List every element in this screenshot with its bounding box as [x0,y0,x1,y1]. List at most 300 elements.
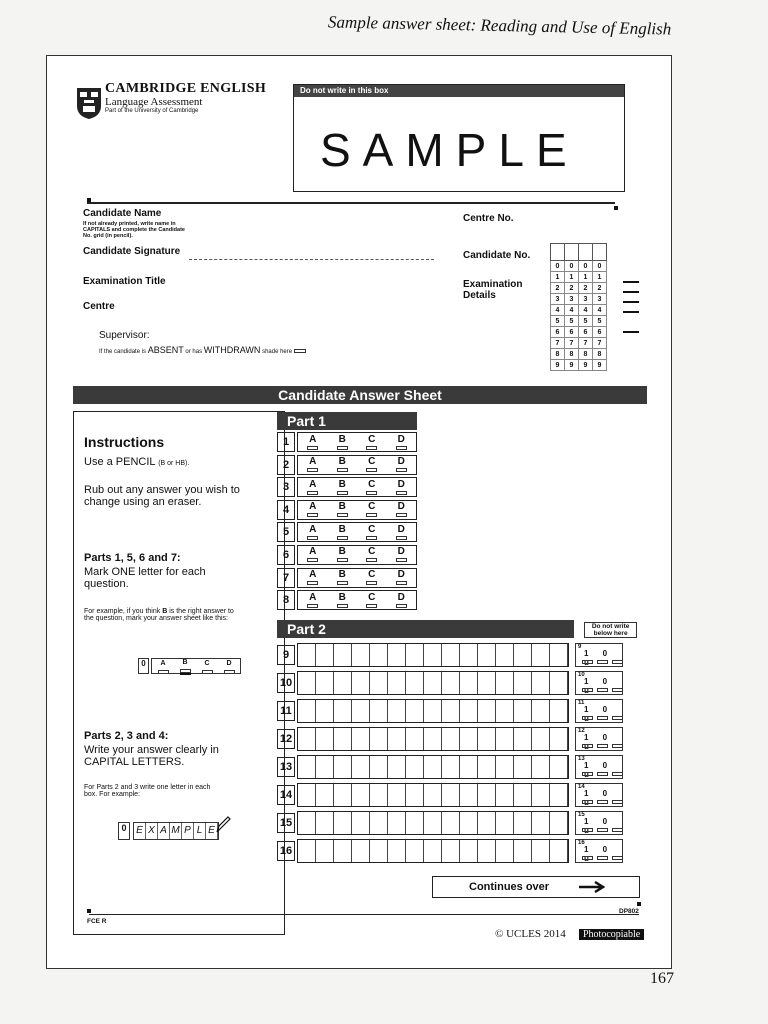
letter-box[interactable] [496,672,514,694]
letter-box[interactable] [334,812,352,834]
cn-digit-cell[interactable]: 3 [565,294,579,305]
cn-entry-box[interactable] [593,244,607,261]
parts-1567-heading: Parts 1, 5, 6 and 7: [84,552,181,564]
answer-options [297,590,417,610]
letter-box[interactable] [370,728,388,750]
letter-box[interactable] [532,672,550,694]
cn-digit-cell[interactable]: 1 [593,272,607,283]
letter-box[interactable] [406,672,424,694]
marking-question-number: 12 [578,728,585,734]
option-a[interactable]: A [307,502,318,517]
option-d[interactable]: D [396,435,407,450]
marking-bubble [612,744,623,748]
letter-box[interactable] [460,812,478,834]
cn-entry-box[interactable] [551,244,565,261]
letter-box[interactable] [514,672,532,694]
marking-values: 1 0 u [584,817,614,835]
part2-row [277,726,637,752]
cn-digit-cell[interactable]: 6 [579,327,593,338]
letter-box[interactable] [442,672,460,694]
marking-box [575,671,623,695]
letter-box[interactable] [388,728,406,750]
marking-question-number: 14 [578,784,585,790]
option-b[interactable]: B [337,593,348,608]
letter-box[interactable] [496,728,514,750]
letter-box[interactable] [406,840,424,862]
option-d[interactable]: D [396,547,407,562]
letter-box[interactable] [514,756,532,778]
letter-box[interactable] [424,728,442,750]
letter-box[interactable] [478,700,496,722]
example-option: B [180,658,191,675]
option-c[interactable]: C [366,435,377,450]
marking-bubble [582,800,593,804]
letter-box[interactable] [334,700,352,722]
option-c[interactable]: C [366,570,377,585]
option-d[interactable]: D [396,480,407,495]
cambridge-crest-icon [75,86,103,120]
cn-digit-cell[interactable]: 3 [579,294,593,305]
letter-box[interactable] [532,644,550,666]
letter-box[interactable] [442,840,460,862]
letter-box[interactable] [424,644,442,666]
letter-box[interactable] [334,784,352,806]
candidate-name-label: Candidate Name [83,208,162,219]
letter-box[interactable] [532,756,550,778]
marking-bubbles [582,660,623,664]
letter-boxes [297,727,569,751]
letter-box[interactable] [496,644,514,666]
corner-mark [87,198,91,202]
letter-box[interactable] [532,700,550,722]
use-pencil-text: Use a PENCIL [84,456,156,468]
marking-values: 1 0 u [584,677,614,695]
option-d[interactable]: D [396,525,407,540]
letter-box[interactable] [550,672,568,694]
cn-digit-cell[interactable]: 1 [579,272,593,283]
cn-digit-cell[interactable]: 9 [565,360,579,371]
marking-box [575,783,623,807]
sample-box-label: Do not write in this box [294,85,624,97]
marking-box [575,839,623,863]
marking-bubbles [582,828,623,832]
part1-row [277,545,417,565]
letter-box[interactable] [316,672,334,694]
option-b[interactable]: B [337,525,348,540]
example-note [84,608,244,622]
cn-digit-cell[interactable]: 2 [565,283,579,294]
option-d[interactable]: D [396,570,407,585]
letter-box[interactable] [370,784,388,806]
exam-title-label: Examination Title [83,276,166,287]
timing-mark [623,331,639,333]
option-b[interactable]: B [337,480,348,495]
letter-box[interactable] [298,812,316,834]
letter-box[interactable] [514,644,532,666]
option-b[interactable]: B [337,457,348,472]
cn-digit-cell[interactable]: 1 [565,272,579,283]
letter-box[interactable] [460,784,478,806]
answer-options [297,500,417,520]
cn-entry-box[interactable] [579,244,593,261]
marking-bubble [597,856,608,860]
sample-box [293,84,625,192]
cn-digit-cell[interactable]: 7 [565,338,579,349]
letter-box[interactable] [370,644,388,666]
letter-box[interactable] [406,756,424,778]
letter-box[interactable] [478,672,496,694]
question-number: 16 [277,841,295,861]
letter-box[interactable] [514,840,532,862]
example-letter-box: X [146,823,158,839]
letter-box[interactable] [352,812,370,834]
letter-box[interactable] [496,840,514,862]
letter-box[interactable] [406,700,424,722]
cn-digit-cell[interactable]: 3 [551,294,565,305]
example-mark [138,658,241,674]
supervisor-note-pre: If the candidate is [99,349,147,355]
letter-box[interactable] [442,644,460,666]
letter-box[interactable] [370,840,388,862]
part2-row [277,670,637,696]
letter-box[interactable] [352,728,370,750]
exam-details-label: Examination Details [463,279,523,301]
letter-box[interactable] [316,812,334,834]
letter-box[interactable] [460,700,478,722]
cn-digit-cell[interactable]: 8 [551,349,565,360]
letter-box[interactable] [316,700,334,722]
letter-box[interactable] [352,840,370,862]
letter-box[interactable] [424,840,442,862]
instructions-panel [73,411,285,935]
example-letter-box: L [194,823,206,839]
signature-line[interactable] [189,259,434,260]
option-b[interactable]: B [337,502,348,517]
letter-box[interactable] [298,840,316,862]
letter-box[interactable] [424,784,442,806]
letter-box[interactable] [424,756,442,778]
cn-digit-cell[interactable]: 3 [593,294,607,305]
cn-digit-cell[interactable]: 4 [593,305,607,316]
letter-box[interactable] [352,644,370,666]
letter-box[interactable] [316,784,334,806]
option-d[interactable]: D [396,457,407,472]
letter-box[interactable] [298,784,316,806]
cn-digit-cell[interactable]: 0 [551,261,565,272]
cn-digit-cell[interactable]: 0 [593,261,607,272]
part2-row [277,810,637,836]
marking-bubbles [582,716,623,720]
marking-box [575,755,623,779]
cn-digit-cell[interactable]: 9 [593,360,607,371]
exam-details-marks [623,281,639,333]
form-code-left: FCE R [87,918,107,925]
marking-question-number: 9 [578,644,582,650]
cn-digit-cell[interactable]: 1 [551,272,565,283]
letter-box[interactable] [442,784,460,806]
cn-digit-cell[interactable]: 0 [579,261,593,272]
letter-box[interactable] [424,700,442,722]
marking-values: 1 0 u [584,845,614,863]
continues-label: Continues over [469,881,550,893]
timing-mark [623,281,639,283]
letter-box[interactable] [406,784,424,806]
letter-box[interactable] [478,644,496,666]
letter-box[interactable] [550,840,568,862]
letter-box[interactable] [496,784,514,806]
marking-bubble [597,744,608,748]
question-number: 14 [277,785,295,805]
question-number: 1 [277,432,295,452]
question-number: 4 [277,500,295,520]
letter-box[interactable] [424,672,442,694]
marking-bubble [597,716,608,720]
part2-row [277,698,637,724]
question-number: 13 [277,757,295,777]
parts-234-heading: Parts 2, 3 and 4: [84,730,169,742]
marking-bubble [597,772,608,776]
option-c[interactable]: C [366,480,377,495]
marking-bubble [582,660,593,664]
letter-box[interactable] [478,728,496,750]
answer-options [297,432,417,452]
letter-box[interactable] [298,672,316,694]
letter-box[interactable] [550,728,568,750]
letter-box[interactable] [388,644,406,666]
letter-boxes [297,839,569,863]
letter-box[interactable] [442,756,460,778]
letter-box[interactable] [442,812,460,834]
marking-bubble [582,716,593,720]
letter-box[interactable] [460,840,478,862]
letter-box[interactable] [442,728,460,750]
answer-options [297,477,417,497]
answer-sheet [46,55,672,969]
letter-box[interactable] [460,672,478,694]
letter-box[interactable] [370,812,388,834]
continues-box [432,876,640,898]
letter-box[interactable] [478,812,496,834]
letter-box[interactable] [514,784,532,806]
example-option: C [202,659,213,674]
cn-digit-cell[interactable]: 2 [579,283,593,294]
letter-box[interactable] [460,644,478,666]
letter-box[interactable] [352,700,370,722]
option-b[interactable]: B [337,570,348,585]
example-letter-box: M [170,823,182,839]
letter-boxes [297,755,569,779]
example-letter-box: A [158,823,170,839]
cn-digit-cell[interactable]: 9 [551,360,565,371]
letter-box[interactable] [370,756,388,778]
cn-digit-cell[interactable]: 4 [565,305,579,316]
letter-box[interactable] [496,700,514,722]
letter-box[interactable] [316,644,334,666]
letter-box[interactable] [352,672,370,694]
cn-digit-cell[interactable]: 4 [579,305,593,316]
letter-box[interactable] [532,728,550,750]
letter-box[interactable] [388,812,406,834]
marking-values: 1 0 u [584,705,614,723]
marking-bubbles [582,856,623,860]
option-c[interactable]: C [366,502,377,517]
letter-box[interactable] [478,840,496,862]
part1-row [277,522,417,542]
marking-bubble [597,688,608,692]
option-a[interactable]: A [307,480,318,495]
use-pencil-line [84,456,189,468]
letter-box[interactable] [514,728,532,750]
marking-bubble [612,856,623,860]
marking-question-number: 13 [578,756,585,762]
letter-box[interactable] [298,756,316,778]
letter-box[interactable] [298,644,316,666]
question-number: 11 [277,701,295,721]
letter-boxes [297,671,569,695]
option-d[interactable]: D [396,593,407,608]
letter-box[interactable] [388,840,406,862]
cn-digit-cell[interactable]: 5 [551,316,565,327]
cn-digit-cell[interactable]: 0 [565,261,579,272]
letter-box[interactable] [370,672,388,694]
option-a[interactable]: A [307,435,318,450]
sample-watermark: SAMPLE [320,124,579,176]
option-a[interactable]: A [307,570,318,585]
option-a[interactable]: A [307,525,318,540]
letter-box[interactable] [532,784,550,806]
timing-mark [623,311,639,313]
answer-options [297,522,417,542]
option-c[interactable]: C [366,457,377,472]
absent-shade-box[interactable] [294,349,306,353]
cn-digit-cell[interactable]: 6 [565,327,579,338]
letter-box[interactable] [478,756,496,778]
option-a[interactable]: A [307,593,318,608]
cn-digit-cell[interactable]: 4 [551,305,565,316]
letter-box[interactable] [550,700,568,722]
cn-digit-cell[interactable]: 7 [593,338,607,349]
option-b[interactable]: B [337,435,348,450]
or-has-label: or has [185,349,203,355]
option-c[interactable]: C [366,593,377,608]
part2-title: Part 2 [277,620,574,638]
letter-box[interactable] [370,700,388,722]
cn-digit-cell[interactable]: 5 [579,316,593,327]
cn-digit-cell[interactable]: 7 [579,338,593,349]
letter-box[interactable] [352,756,370,778]
letter-box[interactable] [316,840,334,862]
letter-boxes [297,699,569,723]
example-letter-box: E [134,823,146,839]
brand-tagline: Part of the University of Cambridge [105,108,199,114]
cn-digit-cell[interactable]: 7 [551,338,565,349]
letter-box[interactable] [532,840,550,862]
letter-box[interactable] [316,728,334,750]
letter-box[interactable] [316,756,334,778]
letter-box[interactable] [406,728,424,750]
cn-digit-cell[interactable]: 9 [579,360,593,371]
letter-box[interactable] [406,812,424,834]
option-a[interactable]: A [307,457,318,472]
cn-digit-cell[interactable]: 8 [565,349,579,360]
letter-box[interactable] [442,700,460,722]
marking-bubble [612,800,623,804]
centre-label: Centre [83,301,115,312]
letter-box[interactable] [496,756,514,778]
cn-digit-cell[interactable]: 5 [565,316,579,327]
option-d[interactable]: D [396,502,407,517]
marking-question-number: 10 [578,672,585,678]
letter-box[interactable] [388,672,406,694]
marking-box [575,727,623,751]
cn-digit-cell[interactable]: 8 [579,349,593,360]
option-c[interactable]: C [366,525,377,540]
arrow-right-icon [579,881,609,893]
letter-boxes [297,783,569,807]
letter-box[interactable] [334,756,352,778]
letter-box[interactable] [406,644,424,666]
marking-bubble [612,688,623,692]
cn-digit-cell[interactable]: 2 [593,283,607,294]
marking-bubble [612,772,623,776]
letter-box[interactable] [334,728,352,750]
letter-box[interactable] [334,644,352,666]
letter-box[interactable] [550,784,568,806]
candidate-signature-label: Candidate Signature [83,246,181,257]
cn-digit-cell[interactable]: 6 [551,327,565,338]
cn-digit-cell[interactable]: 5 [593,316,607,327]
letter-box[interactable] [550,644,568,666]
letter-box[interactable] [298,700,316,722]
option-c[interactable]: C [366,547,377,562]
part1-row [277,500,417,520]
letter-box[interactable] [388,784,406,806]
cn-digit-cell[interactable]: 6 [593,327,607,338]
copyright: © UCLES 2014 [495,928,566,940]
example2-mark [118,822,231,840]
marking-question-number: 11 [578,700,585,706]
option-b[interactable]: B [337,547,348,562]
letter-box[interactable] [424,812,442,834]
option-a[interactable]: A [307,547,318,562]
letter-box[interactable] [550,812,568,834]
cn-entry-box[interactable] [565,244,579,261]
letter-box[interactable] [496,812,514,834]
letter-box[interactable] [550,756,568,778]
example2-letters [133,822,219,840]
letter-box[interactable] [388,700,406,722]
question-number: 5 [277,522,295,542]
cn-digit-cell[interactable]: 8 [593,349,607,360]
letter-box[interactable] [460,728,478,750]
letter-box[interactable] [478,784,496,806]
example-letter-box: E [206,823,218,839]
cn-digit-cell[interactable]: 2 [551,283,565,294]
question-number: 8 [277,590,295,610]
letter-box[interactable] [298,728,316,750]
marking-bubble [597,828,608,832]
letter-box[interactable] [352,784,370,806]
letter-box[interactable] [388,756,406,778]
letter-box[interactable] [514,812,532,834]
pencil-icon [215,816,231,834]
corner-mark [87,909,91,913]
letter-box[interactable] [514,700,532,722]
letter-box[interactable] [460,756,478,778]
letter-box[interactable] [334,840,352,862]
letter-box[interactable] [532,812,550,834]
letter-box[interactable] [334,672,352,694]
